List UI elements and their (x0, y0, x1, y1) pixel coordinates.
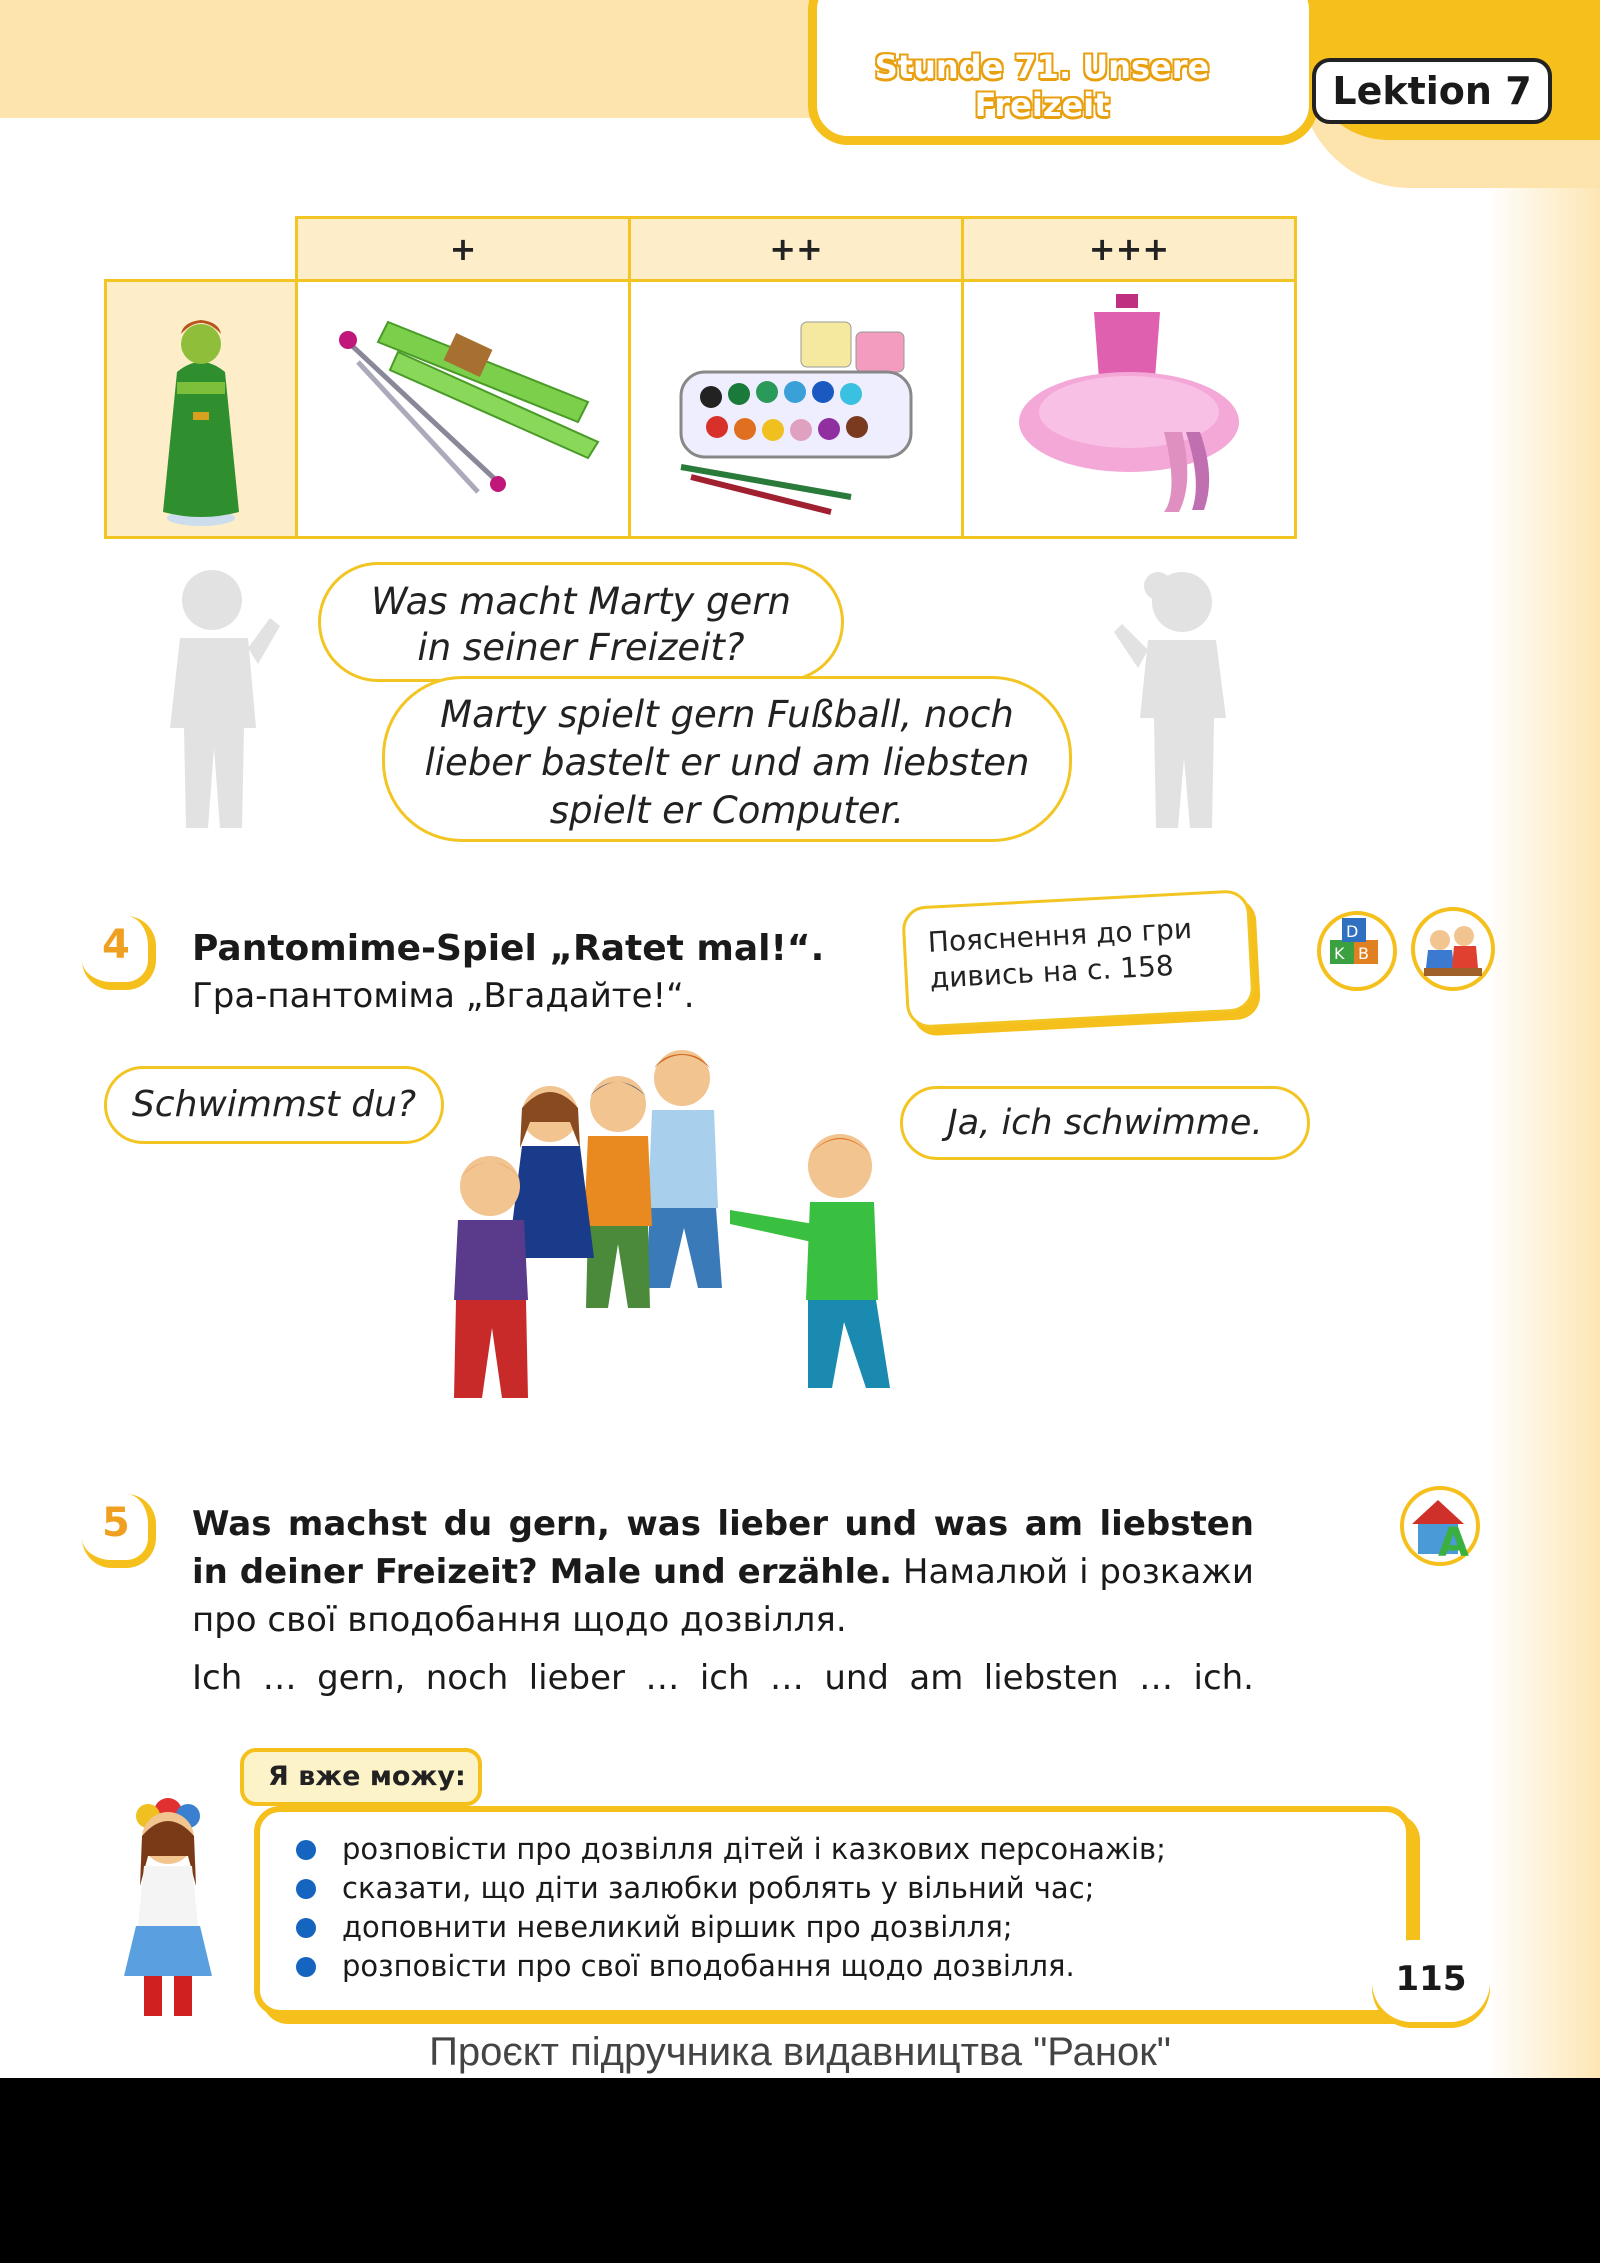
question-line-2: in seiner Freizeit? (417, 626, 745, 669)
ukrainian-girl-icon (104, 1776, 234, 2026)
schwimme-bubble: Ja, ich schwimme. (900, 1086, 1310, 1160)
paint-set-cell (630, 281, 963, 538)
task-5-pattern: Ich … gern, noch lieber … ich … und am liebsten … ich. (192, 1658, 1254, 1698)
lektion-label: Lektion 7 (1312, 58, 1552, 124)
girl-silhouette-icon (1086, 568, 1236, 838)
children-group-illustration (430, 1038, 950, 1420)
list-item: сказати, що діти залюбки роблять у вільний час; (296, 1869, 1166, 1908)
note-line-2: дивись на с. 158 (928, 949, 1175, 995)
ballet-cell (963, 281, 1296, 538)
task-5-badge (82, 1494, 154, 1564)
schwimmst-bubble: Schwimmst du? (104, 1066, 444, 1144)
list-item: розповісти про свої вподобання щодо дозвілля. (296, 1947, 1166, 1986)
svg-text:A: A (1438, 1520, 1469, 1566)
task-4-subtitle: Гра-пантоміма „Вгадайте!“. (192, 976, 695, 1016)
svg-text:K: K (1334, 944, 1345, 963)
footer-caption: Проєкт підручника видавництва "Ранок" (429, 2030, 1171, 2074)
preference-table (104, 216, 1297, 539)
question-line-1: Was macht Marty gern (371, 580, 791, 623)
answer-line-1: Marty spielt gern Fußball, noch (440, 693, 1014, 736)
task-5-text (192, 1500, 1254, 1644)
table-corner (106, 218, 297, 281)
house-letter-a-icon (1398, 1484, 1482, 1568)
can-do-title: Я вже можу: (240, 1748, 482, 1806)
task-4-title: Pantomime-Spiel „Ratet mal!“. (192, 928, 825, 969)
svg-text:D: D (1346, 922, 1359, 941)
character-cell (106, 281, 297, 538)
column-header-plus-plus: ++ (630, 218, 963, 281)
task-4-badge (82, 916, 154, 986)
answer-line-3: spielt er Computer. (549, 789, 905, 832)
skis-cell (297, 281, 630, 538)
boy-silhouette-icon (160, 568, 310, 838)
answer-line-2: lieber bastelt er und am liebsten (424, 741, 1030, 784)
ballet-dress-icon (964, 282, 1294, 532)
page-edge-stripe (1485, 0, 1600, 2078)
can-do-list (296, 1830, 1166, 1986)
svg-text:B: B (1358, 944, 1369, 963)
skis-icon (298, 282, 628, 532)
column-header-plus-plus-plus: +++ (963, 218, 1296, 281)
question-bubble (318, 562, 844, 682)
paint-set-icon (631, 282, 961, 532)
list-item: доповнити невеликий віршик про дозвілля; (296, 1908, 1166, 1947)
page-number: 115 (1372, 1940, 1490, 2022)
children-playing-icon (1410, 906, 1496, 992)
lesson-title: Stunde 71. Unsere Freizeit (874, 48, 1210, 124)
note-line-1: Пояснення до гри (927, 912, 1193, 959)
list-item: розповісти про дозвілля дітей і казкових персонажів; (296, 1830, 1166, 1869)
column-header-plus: + (297, 218, 630, 281)
task-4-number: 4 (102, 922, 130, 968)
abc-blocks-icon (1316, 910, 1398, 992)
answer-bubble (382, 676, 1072, 842)
task-5-instruction: Намалюй і розкажи про свої вподобання щодо дозвілля. (192, 1552, 1254, 1640)
fiona-figure-icon (107, 282, 295, 532)
game-note (901, 889, 1255, 1029)
task-5-number: 5 (102, 1500, 130, 1546)
task-5-title: Was machst du gern, was lieber und was am liebsten in deiner Freizeit? Male und erzähle. (192, 1504, 1254, 1592)
